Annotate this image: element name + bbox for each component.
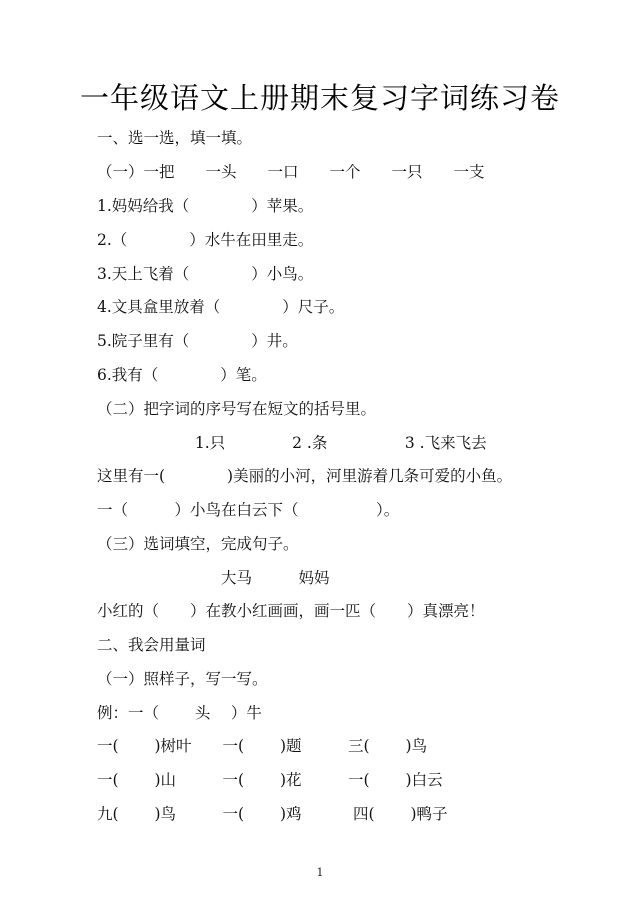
section-one-heading: 一、选一选，填一填。 [97,129,253,147]
exercise-row: 九( )鸟 一( )鸡 四( )鸭子 [97,805,448,823]
page-number: 1 [316,866,324,879]
question-line: 1.妈妈给我（ ）苹果。 [97,197,314,215]
question-line: 2.（ ）水牛在田里走。 [97,231,314,249]
word-choices: 1.只 2 .条 3 .飞来飞去 [97,434,487,452]
question-line: 6.我有（ ）笔。 [97,366,267,384]
question-line: 3.天上飞着（ ）小鸟。 [97,265,314,283]
measure-word-options: （一）一把 一头 一口 一个 一只 一支 [97,163,485,181]
passage-line: 这里有一( )美丽的小河，河里游着几条可爱的小鱼。 [97,467,513,485]
subsection-heading: （二）把字词的序号写在短文的括号里。 [97,400,377,418]
exercise-row: 一( )树叶 一( )题 三( )鸟 [97,737,428,755]
section-two-heading: 二、我会用量词 [97,636,206,654]
subsection-heading: （三）选词填空，完成句子。 [97,535,299,553]
subsection-heading: （一）照样子，写一写。 [97,670,268,688]
exercise-row: 一( )山 一( )花 一( )白云 [97,771,443,789]
question-line: 4.文具盒里放着（ ）尺子。 [97,298,345,316]
word-choices: 大马 妈妈 [97,569,330,587]
question-line: 小红的（ ）在教小红画画，画一匹（ ）真漂亮！ [97,602,485,620]
passage-line: 一（ ）小鸟在白云下（ ）。 [97,501,400,519]
page-title: 一年级语文上册期末复习字词练习卷 [79,81,560,115]
question-line: 5.院子里有（ ）井。 [97,332,298,350]
example-line: 例：一（ 头 ）牛 [97,704,262,722]
